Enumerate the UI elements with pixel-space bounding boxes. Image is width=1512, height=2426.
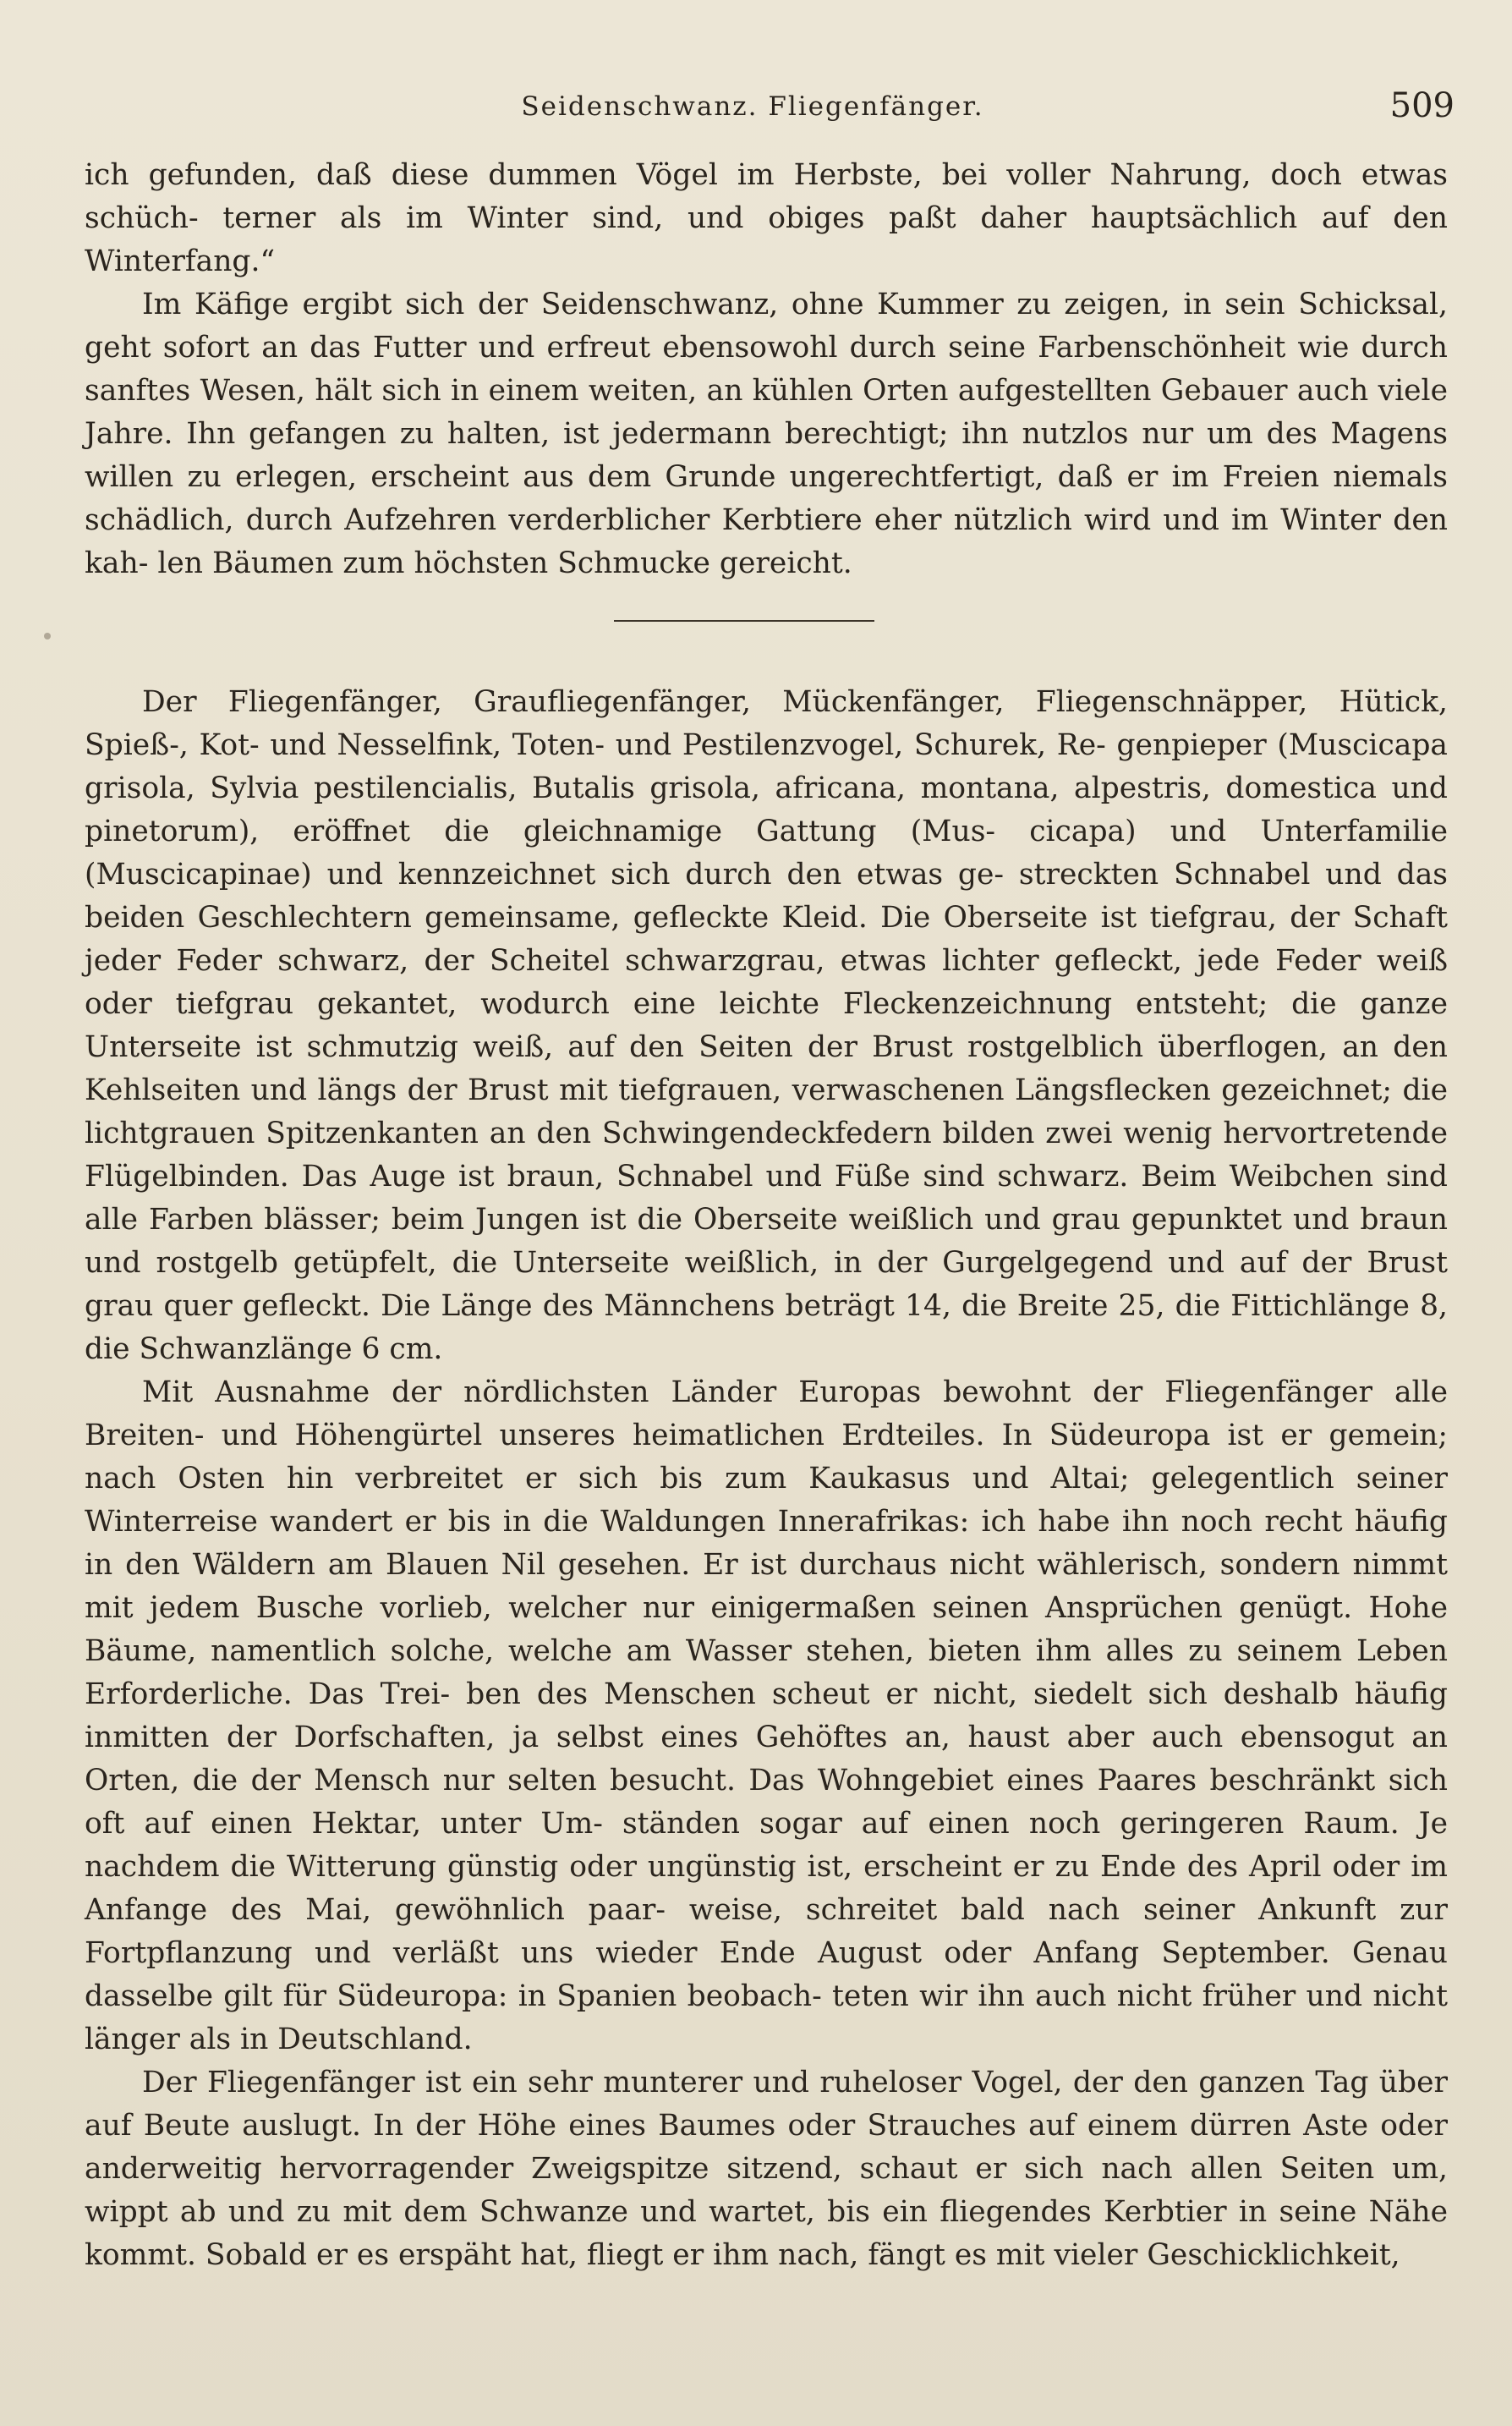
paragraph: Der Fliegenfänger ist ein sehr munterer und ruheloser Vogel, der den ganzen Tag über auf Beute auslugt. In der Höhe eines Baumes oder Strauches auf einem dürren Aste oder anderweitig hervorragender Zweigspitze sitzend, schaut er sich nach allen Seiten um, wippt ab und zu mit dem Schwanze und wartet, bis ein fliegendes Kerbtier in seine Nähe kommt. Sobald er es erspäht hat, fliegt er ihm nach, fängt es mit vieler Geschicklichkeit, [85,2066,1448,2272]
paragraph: Der Fliegenfänger, Graufliegenfänger, Mückenfänger, Fliegenschnäpper, Hütick, Spieß-, Kot- und Nesselfink, Toten- und Pestilenzvogel, Schurek, Re- genpieper (Muscicapa grisola, Sylvia pestilencialis, Butalis grisola, africana, montana, alpestris, domestica und pinetorum), eröffnet die gleichnamige Gattung (Mus- cicapa) und Unterfamilie (Muscicapinae) und kennzeichnet sich durch den etwas ge- streckten Schnabel und das beiden Geschlechtern gemeinsame, gefleckte Kleid. Die Oberseite ist tiefgrau, der Schaft jeder Feder schwarz, der Scheitel schwarzgrau, etwas lichter gefleckt, jede Feder weiß oder tiefgrau gekantet, wodurch eine leichte Fleckenzeichnung entsteht; die ganze Unterseite ist schmutzig weiß, auf den Seiten der Brust rostgelblich überflogen, an den Kehlseiten und längs der Brust mit tiefgrauen, verwaschenen Längsflecken gezeichnet; die lichtgrauen Spitzenkanten an den Schwingendeckfedern bilden zwei wenig hervortretende Flügelbinden. Das Auge ist braun, Schnabel und Füße sind schwarz. Beim Weibchen sind alle Farben blässer; beim Jungen ist die Oberseite weißlich und grau gepunktet und braun und rostgelb getüpfelt, die Unterseite weißlich, in der Gurgelgegend und auf der Brust grau quer gefleckt. Die Länge des Männchens beträgt 14, die Breite 25, die Fittichlänge 8, die Schwanzlänge 6 cm. [85,685,1448,1366]
paragraph: ich gefunden, daß diese dummen Vögel im Herbste, bei voller Nahrung, doch etwas schüch- terner als im Winter sind, und obiges paßt daher hauptsächlich auf den Winterfang.“ [85,158,1448,278]
page-header [85,85,1454,135]
page-number: 509 [1389,86,1454,125]
paragraph: Im Käfige ergibt sich der Seidenschwanz, ohne Kummer zu zeigen, in sein Schicksal, geht sofort an das Futter und erfreut ebensowohl durch seine Farbenschönheit wie durch sanftes Wesen, hält sich in einem weiten, an kühlen Orten aufgestellten Gebauer auch viele Jahre. Ihn gefangen zu halten, ist jedermann berechtigt; ihn nutzlos nur um des Magens willen zu erlegen, erscheint aus dem Grunde ungerechtfertigt, daß er im Freien niemals schädlich, durch Aufzehren verderblicher Kerbtiere eher nützlich wird und im Winter den kah- len Bäumen zum höchsten Schmucke gereicht. [85,288,1448,580]
running-head: Seidenschwanz. Fliegenfänger. [521,91,984,122]
fliegenfaenger-text-block [85,681,1448,2277]
section-divider [614,620,874,622]
paragraph: Mit Ausnahme der nördlichsten Länder Europas bewohnt der Fliegenfänger alle Breiten- und Höhengürtel unseres heimatlichen Erdteiles. In Südeuropa ist er gemein; nach Osten hin verbreitet er sich bis zum Kaukasus und Altai; gelegentlich seiner Winterreise wandert er bis in die Waldungen Innerafrikas: ich habe ihn noch recht häufig in den Wäldern am Blauen Nil gesehen. Er ist durchaus nicht wählerisch, sondern nimmt mit jedem Busche vorlieb, welcher nur einigermaßen seinen Ansprüchen genügt. Hohe Bäume, namentlich solche, welche am Wasser stehen, bieten ihm alles zu seinem Leben Erforderliche. Das Trei- ben des Menschen scheut er nicht, siedelt sich deshalb häufig inmitten der Dorfschaften, ja selbst eines Gehöftes an, haust aber auch ebensogut an Orten, die der Mensch nur selten besucht. Das Wohngebiet eines Paares beschränkt sich oft auf einen Hektar, unter Um- ständen sogar auf einen noch geringeren Raum. Je nachdem die Witterung günstig oder ungünstig ist, erscheint er zu Ende des April oder im Anfange des Mai, gewöhnlich paar- weise, schreitet bald nach seiner Ankunft zur Fortpflanzung und verläßt uns wieder Ende August oder Anfang September. Genau dasselbe gilt für Südeuropa: in Spanien beobach- teten wir ihn auch nicht früher und nicht länger als in Deutschland. [85,1375,1448,2056]
margin-speck [44,633,51,639]
seidenschwanz-text-block [85,154,1448,585]
